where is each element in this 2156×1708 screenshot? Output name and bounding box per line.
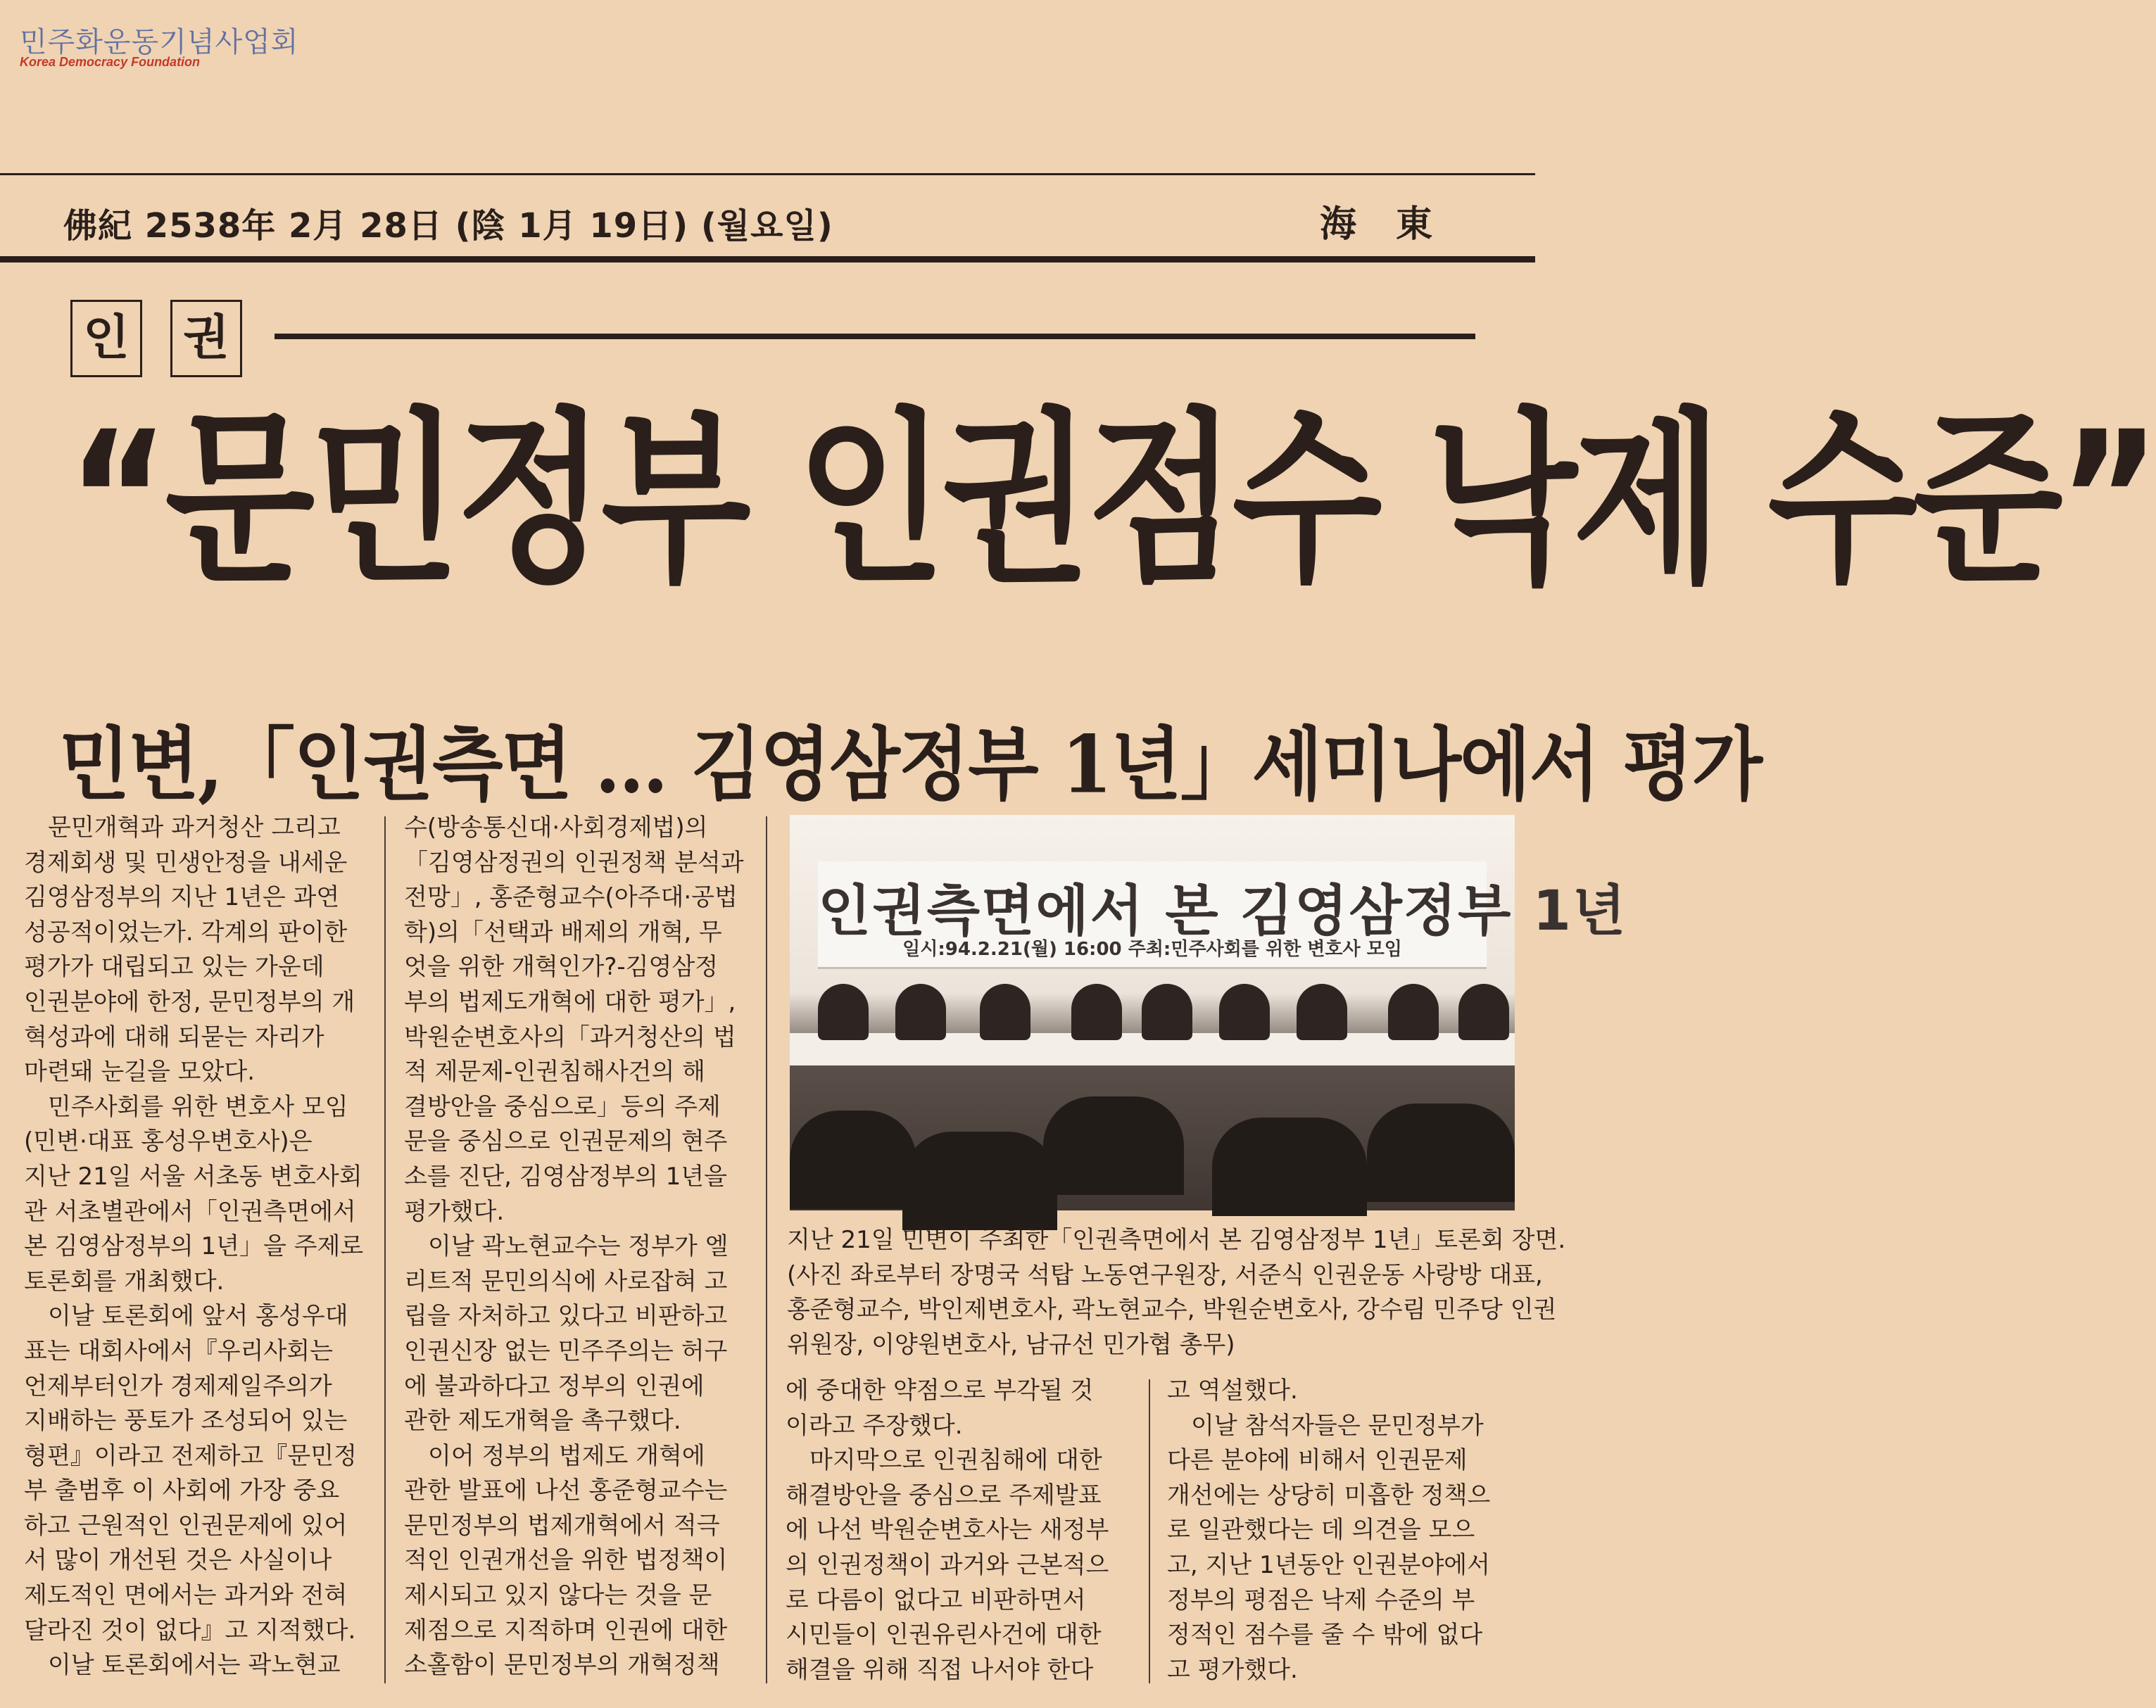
text-line: 평가가 대립되고 있는 가운데 [24, 953, 324, 982]
section-label-char1: 인 [70, 300, 142, 377]
text-line: 수(방송통신대·사회경제법)의 [404, 814, 708, 842]
text-line: 형편』이라고 전제하고『문민정 [24, 1441, 357, 1470]
text-line: 하고 근원적인 인권문제에 있어 [24, 1511, 348, 1540]
text-line: 해결방안을 중심으로 주제발표 [786, 1481, 1102, 1510]
text-line: 다른 분야에 비해서 인권문제 [1167, 1446, 1468, 1475]
text-line: 경제회생 및 민생안정을 내세운 [24, 848, 348, 877]
text-line: 에 중대한 약점으로 부각될 것 [786, 1377, 1094, 1405]
text-line: 평가했다. [404, 1197, 505, 1226]
panelist-figure [1458, 984, 1509, 1040]
text-line: 위원장, 이양원변호사, 남규선 민가협 총무) [787, 1330, 1235, 1359]
text-line: 제점으로 지적하며 인권에 대한 [404, 1616, 728, 1645]
paper-name: 海東 [1319, 203, 1472, 246]
text-line: 표는 대회사에서『우리사회는 [24, 1336, 333, 1365]
text-line: 전망」, 홍준형교수(아주대·공법 [404, 883, 738, 912]
text-line: 성공적이었는가. 각계의 판이한 [24, 918, 348, 947]
panelist-figure [818, 984, 869, 1040]
text-line: 적인 인권개선을 위한 법정책이 [404, 1546, 728, 1575]
text-line: 고, 지난 1년동안 인권분야에서 [1167, 1550, 1490, 1579]
top-rule [0, 173, 1535, 175]
text-line: 지난 21일 민변이 주최한「인권측면에서 본 김영삼정부 1년」토론회 장면. [787, 1226, 1566, 1254]
article-column-1 [24, 811, 369, 1683]
text-line: 인권신장 없는 민주주의는 허구 [404, 1336, 728, 1365]
column-divider [766, 816, 767, 1683]
photo-banner [818, 861, 1627, 969]
text-line: 에 불과하다고 정부의 인권에 [404, 1372, 705, 1400]
column-divider [1149, 1379, 1150, 1683]
text-line: 리트적 문민의식에 사로잡혀 고 [404, 1267, 728, 1296]
photo-banner-subtitle: 일시:94.2.21(월) 16:00 주최:민주사회를 위한 변호사 모임 [902, 939, 1402, 960]
text-line: 토론회를 개최했다. [24, 1267, 225, 1296]
text-line: 시민들이 인권유린사건에 대한 [786, 1621, 1102, 1650]
text-line: 언제부터인가 경제제일주의가 [24, 1372, 332, 1400]
watermark-korean: 민주화운동기념사업회 [20, 26, 299, 58]
date-line: 佛紀 2538年 2月 28日 (陰 1月 19日) (월요일) [63, 206, 833, 246]
text-line: 달라진 것이 없다』고 지적했다. [24, 1616, 356, 1645]
text-line: 문민정부의 법제개혁에서 적극 [404, 1511, 720, 1540]
text-line: 이날 참석자들은 문민정부가 [1191, 1411, 1484, 1440]
text-line: 인권분야에 한정, 문민정부의 개 [24, 987, 355, 1016]
watermark-english: Korea Democracy Foundation [20, 55, 201, 69]
panelist-figure [1297, 984, 1347, 1040]
article-column-4 [1167, 1374, 1512, 1688]
text-line: 부 출범후 이 사회에 가장 중요 [24, 1476, 340, 1505]
text-line: 학)의「선택과 배제의 개혁, 무 [404, 918, 722, 947]
text-line: 이날 토론회에서는 곽노현교 [48, 1651, 341, 1680]
text-line: 마련돼 눈길을 모았다. [24, 1058, 256, 1087]
photo-caption [787, 1223, 1565, 1362]
audience-figure [902, 1132, 1057, 1230]
text-line: 민주사회를 위한 변호사 모임 [48, 1092, 348, 1121]
text-line: 정부의 평점은 낙제 수준의 부 [1167, 1586, 1475, 1614]
text-line: 혁성과에 대해 되묻는 자리가 [24, 1023, 324, 1051]
text-line: (민변·대표 홍성우변호사)은 [24, 1127, 313, 1156]
text-line: 고 평가했다. [1167, 1655, 1298, 1684]
text-line: 이날 토론회에 앞서 홍성우대 [48, 1302, 348, 1331]
text-line: 문민개혁과 과거청산 그리고 [48, 814, 341, 842]
text-line: 관한 발표에 나선 홍준형교수는 [404, 1476, 728, 1505]
masthead-rule [0, 256, 1535, 262]
text-line: 문을 중심으로 인권문제의 현주 [404, 1127, 728, 1156]
text-line: 해결을 위해 직접 나서야 한다 [786, 1655, 1094, 1684]
audience-figure [1043, 1096, 1184, 1195]
panelist-figure [980, 984, 1030, 1040]
section-label-char2: 권 [170, 300, 242, 377]
text-line: 로 일관했다는 데 의견을 모으 [1167, 1516, 1475, 1545]
text-line: 지난 21일 서울 서초동 변호사회 [24, 1162, 363, 1191]
text-line: 적 제문제-인권침해사건의 해 [404, 1058, 706, 1087]
text-line: 에 나선 박원순변호사는 새정부 [786, 1516, 1109, 1545]
text-line: 본 김영삼정부의 1년」을 주제로 [24, 1232, 364, 1261]
text-line: 개선에는 상당히 미흡한 정책으 [1167, 1481, 1491, 1510]
text-line: 박원순변호사의「과거청산의 법 [404, 1023, 736, 1051]
text-line: 제시되고 있지 않다는 것을 문 [404, 1581, 712, 1610]
audience-figure [1367, 1103, 1515, 1202]
text-line: 엇을 위한 개혁인가?-김영삼정 [404, 953, 719, 982]
text-line: 정적인 점수를 줄 수 밖에 없다 [1167, 1621, 1483, 1650]
text-line: 소를 진단, 김영삼정부의 1년을 [404, 1162, 727, 1191]
section-rule [275, 334, 1475, 339]
text-line: 의 인권정책이 과거와 근본적으 [786, 1550, 1109, 1579]
text-line: 관한 제도개혁을 촉구했다. [404, 1407, 681, 1436]
text-line: 소홀함이 문민정부의 개혁정책 [404, 1651, 720, 1680]
panelist-figure [1219, 984, 1270, 1040]
headline: “문민정부 인권점수 낙제 수준” [68, 391, 2156, 608]
audience-figure [790, 1111, 916, 1209]
text-line: 고 역설했다. [1167, 1377, 1298, 1405]
text-line: 홍준형교수, 박인제변호사, 곽노현교수, 박원순변호사, 강수림 민주당 인권 [787, 1296, 1557, 1324]
text-line: 결방안을 중심으로」등의 주제 [404, 1092, 721, 1121]
panelist-figure [1142, 984, 1192, 1040]
text-line: 립을 자처하고 있다고 비판하고 [404, 1302, 728, 1331]
panelist-figure [1071, 984, 1122, 1040]
audience-figure [1212, 1118, 1367, 1216]
text-line: 로 다름이 없다고 비판하면서 [786, 1586, 1086, 1614]
text-line: 이라고 주장했다. [786, 1411, 963, 1440]
text-line: 제도적인 면에서는 과거와 전혀 [24, 1581, 348, 1610]
text-line: 부의 법제도개혁에 대한 평가」, [404, 987, 736, 1016]
panelist-figure [1388, 984, 1439, 1040]
column-divider [384, 816, 386, 1683]
article-column-2 [404, 811, 749, 1683]
text-line: 마지막으로 인권침해에 대한 [809, 1446, 1102, 1475]
text-line: 서 많이 개선된 것은 사실이나 [24, 1546, 332, 1575]
text-line: 이날 곽노현교수는 정부가 엘 [428, 1232, 729, 1261]
text-line: 지배하는 풍토가 조성되어 있는 [24, 1407, 348, 1436]
article-column-3 [786, 1374, 1130, 1688]
panelist-figure [895, 984, 946, 1040]
seminar-photo [790, 815, 1627, 1210]
text-line: 「김영삼정권의 인권정책 분석과 [404, 848, 744, 877]
photo-banner-title: 인권측면에서 본 김영삼정부 1년 [818, 880, 1627, 943]
subheadline: 민변,「인권측면 … 김영삼정부 1년」세미나에서 평가 [59, 717, 1762, 811]
text-line: 이어 정부의 법제도 개혁에 [428, 1441, 705, 1470]
text-line: 관 서초별관에서「인권측면에서 [24, 1197, 356, 1226]
text-line: 김영삼정부의 지난 1년은 과연 [24, 883, 340, 912]
text-line: (사진 좌로부터 장명국 석탑 노동연구원장, 서준식 인권운동 사랑방 대표, [787, 1260, 1543, 1289]
